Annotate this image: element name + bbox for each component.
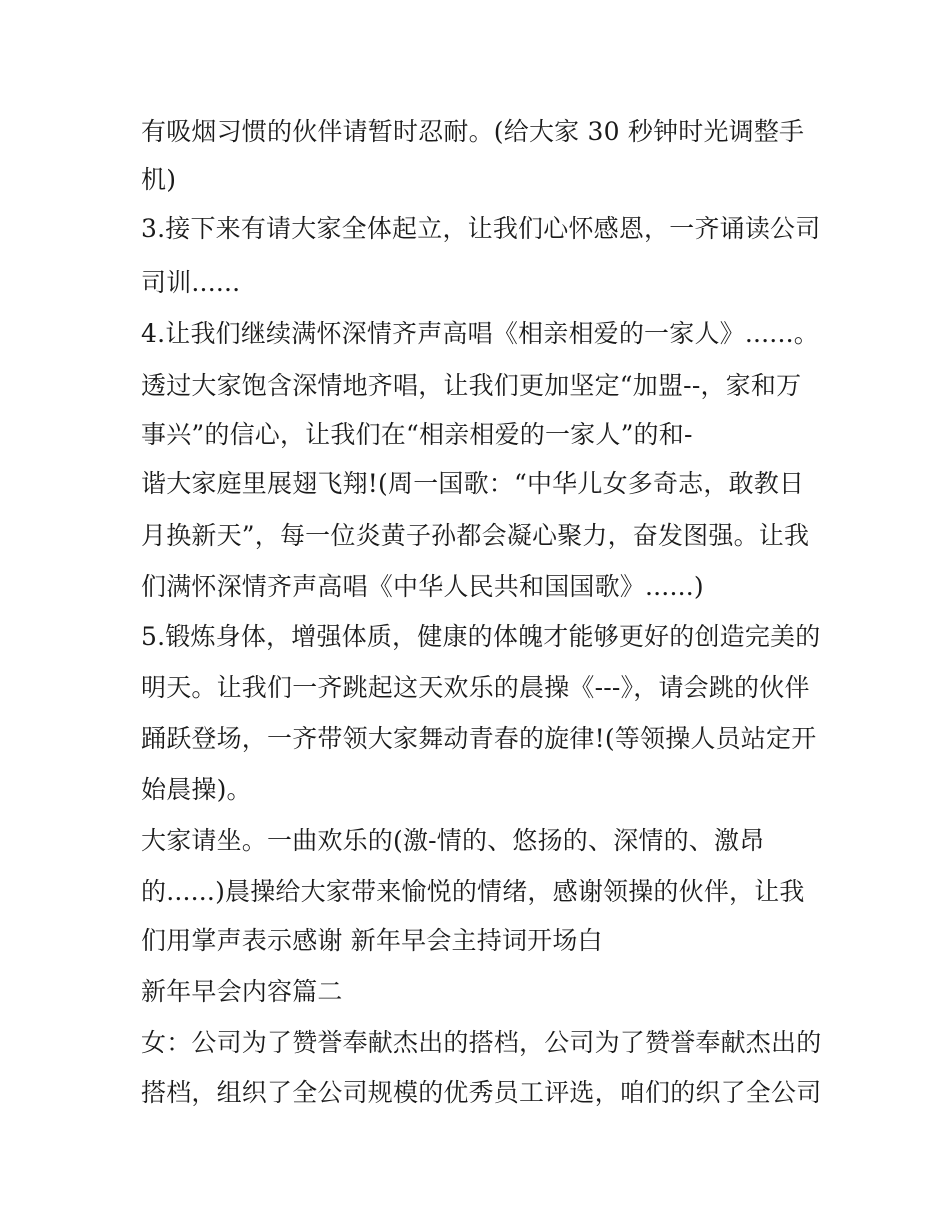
text-line: 司训...... (141, 268, 241, 297)
text-line: 明天。让我们一齐跳起这天欢乐的晨操《---》，请会跳的伙伴 (141, 673, 810, 702)
text-line: 透过大家饱含深情地齐唱，让我们更加坚定“加盟--，家和万 (141, 371, 802, 400)
text-line: 有吸烟习惯的伙伴请暂时忍耐。(给大家 30 秒钟时光调整手 (141, 117, 805, 146)
text-line: 新年早会内容篇二 (141, 977, 343, 1006)
text-line: 4.让我们继续满怀深情齐声高唱《相亲相爱的一家人》......。 (141, 319, 819, 348)
text-line: 踊跃登场，一齐带领大家舞动青春的旋律!(等领操人员站定开 (141, 724, 817, 753)
text-line: 3.接下来有请大家全体起立，让我们心怀感恩，一齐诵读公司 (141, 214, 821, 243)
text-line: 月换新天”，每一位炎黄子孙都会凝心聚力，奋发图强。让我 (141, 521, 810, 550)
text-line: 搭档，组织了全公司规模的优秀员工评选，咱们的织了全公司 (141, 1078, 822, 1107)
text-line: 的......)晨操给大家带来愉悦的情绪，感谢领操的伙伴，让我 (141, 877, 805, 906)
text-line: 们用掌声表示感谢 新年早会主持词开场白 (141, 926, 603, 955)
text-line: 们满怀深情齐声高唱《中华人民共和国国歌》......) (141, 572, 704, 601)
text-line: 大家请坐。一曲欢乐的(激-情的、悠扬的、深情的、激昂 (141, 826, 765, 855)
text-line: 机) (141, 165, 177, 194)
text-line: 事兴”的信心，让我们在“相亲相爱的一家人”的和- (141, 420, 693, 449)
text-line: 女：公司为了赞誉奉献杰出的搭档，公司为了赞誉奉献杰出的 (141, 1028, 822, 1057)
text-line: 5.锻炼身体，增强体质，健康的体魄才能够更好的创造完美的 (141, 622, 821, 651)
text-line: 谐大家庭里展翅飞翔!(周一国歌：“中华儿女多奇志，敢教日 (141, 469, 805, 498)
text-line: 始晨操)。 (141, 775, 252, 804)
